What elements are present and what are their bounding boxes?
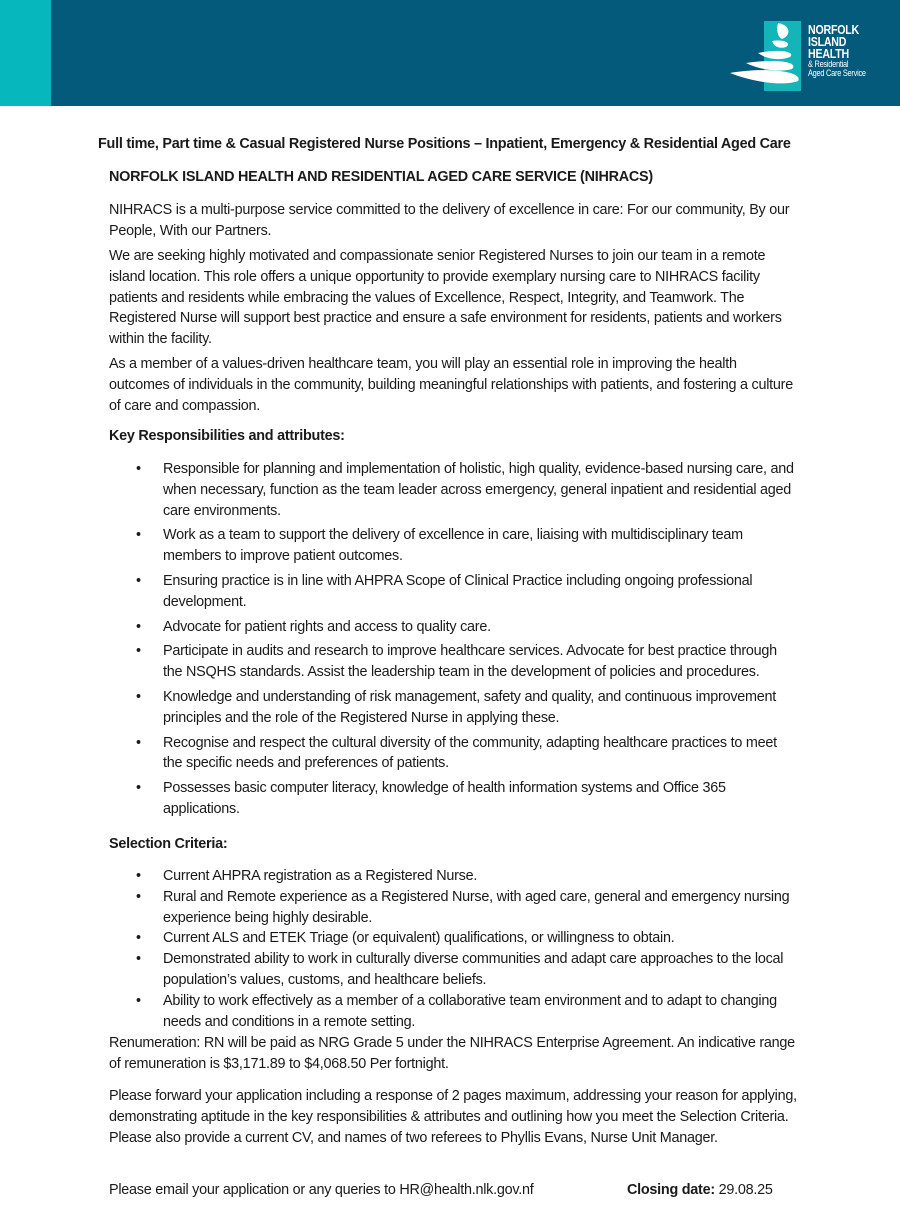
nihracs-logo [728,19,888,93]
bullet-icon: • [136,461,141,477]
list-item: • Advocate for patient rights and access to quality care. [109,617,799,638]
contact-line [109,1182,789,1198]
bullet-icon: • [136,992,141,1009]
bullet-icon: • [136,643,141,660]
selection-criteria-list [109,866,799,1032]
application-paragraph: Please forward your application including a response of 2 pages maximum, addressing your reason for applying, demonstrating aptitude in the key responsibilities & attributes and outlining how you meet the Selection Criteria. Please also provide a current CV, and names of two referees to Phyllis Evans, Nurse Unit Manager. [109,1088,797,1146]
intro-paragraph-1: NIHRACS is a multi-purpose service committed to the delivery of excellence in care: For our community, By our People, With our Partners. [109,202,790,239]
list-item: • Current AHPRA registration as a Registered Nurse. [109,866,799,887]
closing-date-label: Closing date: [627,1182,715,1198]
contact-text: Please email your application or any queries to HR@health.nlk.gov.nf [109,1182,534,1198]
closing-date-value: 29.08.25 [714,1182,773,1198]
logo-line-2: ISLAND [808,34,847,49]
intro-paragraph-3: As a member of a values-driven healthcare team, you will play an essential role in improving the health outcomes of individuals in the community, building meaningful relationships with patients, and fostering a culture of care and compassion. [109,356,793,414]
list-item: • Demonstrated ability to work in culturally diverse communities and adapt care approaches to the local population’s values, customs, and healthcare beliefs. [136,951,784,988]
responsibilities-heading: Key Responsibilities and attributes: [109,428,345,444]
list-item: • Ability to work effectively as a member of a collaborative team environment and to adapt to changing needs and conditions in a remote setting. [136,992,777,1030]
intro-paragraph-2: We are seeking highly motivated and compassionate senior Registered Nurses to join our team in a remote island location. This role offers a unique opportunity to provide exemplary nursing care to NIHRACS facility patients and residents while embracing the values of Excellence, Respect, Integrity, and Teamwork. The Registered Nurse will support best practice and ensure a safe environment for residents, patients and workers within the facility. [109,248,782,348]
bullet-icon: • [136,527,141,544]
list-item: • Possesses basic computer literacy, knowledge of health information systems and Office 365 applications. [136,780,726,817]
list-item: • Rural and Remote experience as a Registered Nurse, with aged care, general and emergency nursing experience being highly desirable. [136,888,790,926]
closing-date [627,1182,773,1198]
list-item: • Responsible for planning and implementation of holistic, high quality, evidence-based nursing care, and when necessary, function as the team leader across emergency, general inpatient and residential aged care environments. [136,461,794,519]
list-item: • Participate in audits and research to improve healthcare services. Advocate for best practice through the NSQHS standards. Assist the leadership team in the development of policies and procedures. [136,643,777,681]
organisation-title: NORFOLK ISLAND HEALTH AND RESIDENTIAL AGED CARE SERVICE (NIHRACS) [109,169,653,185]
list-item: • Recognise and respect the cultural diversity of the community, adapting healthcare practices to meet the specific needs and preferences of patients. [136,734,777,772]
logo-line-4: & Residential [808,59,849,69]
remuneration-paragraph: Renumeration: RN will be paid as NRG Grade 5 under the NIHRACS Enterprise Agreement. An indicative range of remuneration is $3,171.89 to $4,068.50 Per fortnight. [109,1035,795,1072]
header-accent-stripe [0,0,51,106]
logo-line-3: HEALTH [808,46,849,61]
selection-criteria-heading: Selection Criteria: [109,836,228,852]
bullet-icon: • [136,868,141,884]
header-banner [0,0,900,106]
bullet-icon: • [136,734,141,751]
bullet-icon: • [136,618,141,635]
list-item: • Knowledge and understanding of risk management, safety and quality, and continuous improvement principles and the role of the Registered Nurse in applying these. [136,688,777,726]
bullet-icon: • [136,888,141,905]
list-item: • Work as a team to support the delivery of excellence in care, liaising with multidisciplinary team members to improve patient outcomes. [136,527,743,565]
logo-line-1: NORFOLK [808,22,859,37]
bullet-icon: • [136,688,141,705]
logo-line-5: Aged Care Service [808,68,866,78]
bullet-icon: • [136,780,141,797]
logo-text [808,24,878,78]
logo-wave-icon [728,19,808,93]
list-item: • Ensuring practice is in line with AHPRA Scope of Clinical Practice including ongoing professional development. [136,572,753,610]
list-item: • Current ALS and ETEK Triage (or equivalent) qualifications, or willingness to obtain. [109,928,799,949]
bullet-icon: • [136,572,141,589]
bullet-icon: • [136,930,141,947]
bullet-icon: • [136,951,141,968]
document-title: Full time, Part time & Casual Registered Nurse Positions – Inpatient, Emergency & Residential Aged Care [98,136,791,152]
responsibilities-list [109,459,799,824]
